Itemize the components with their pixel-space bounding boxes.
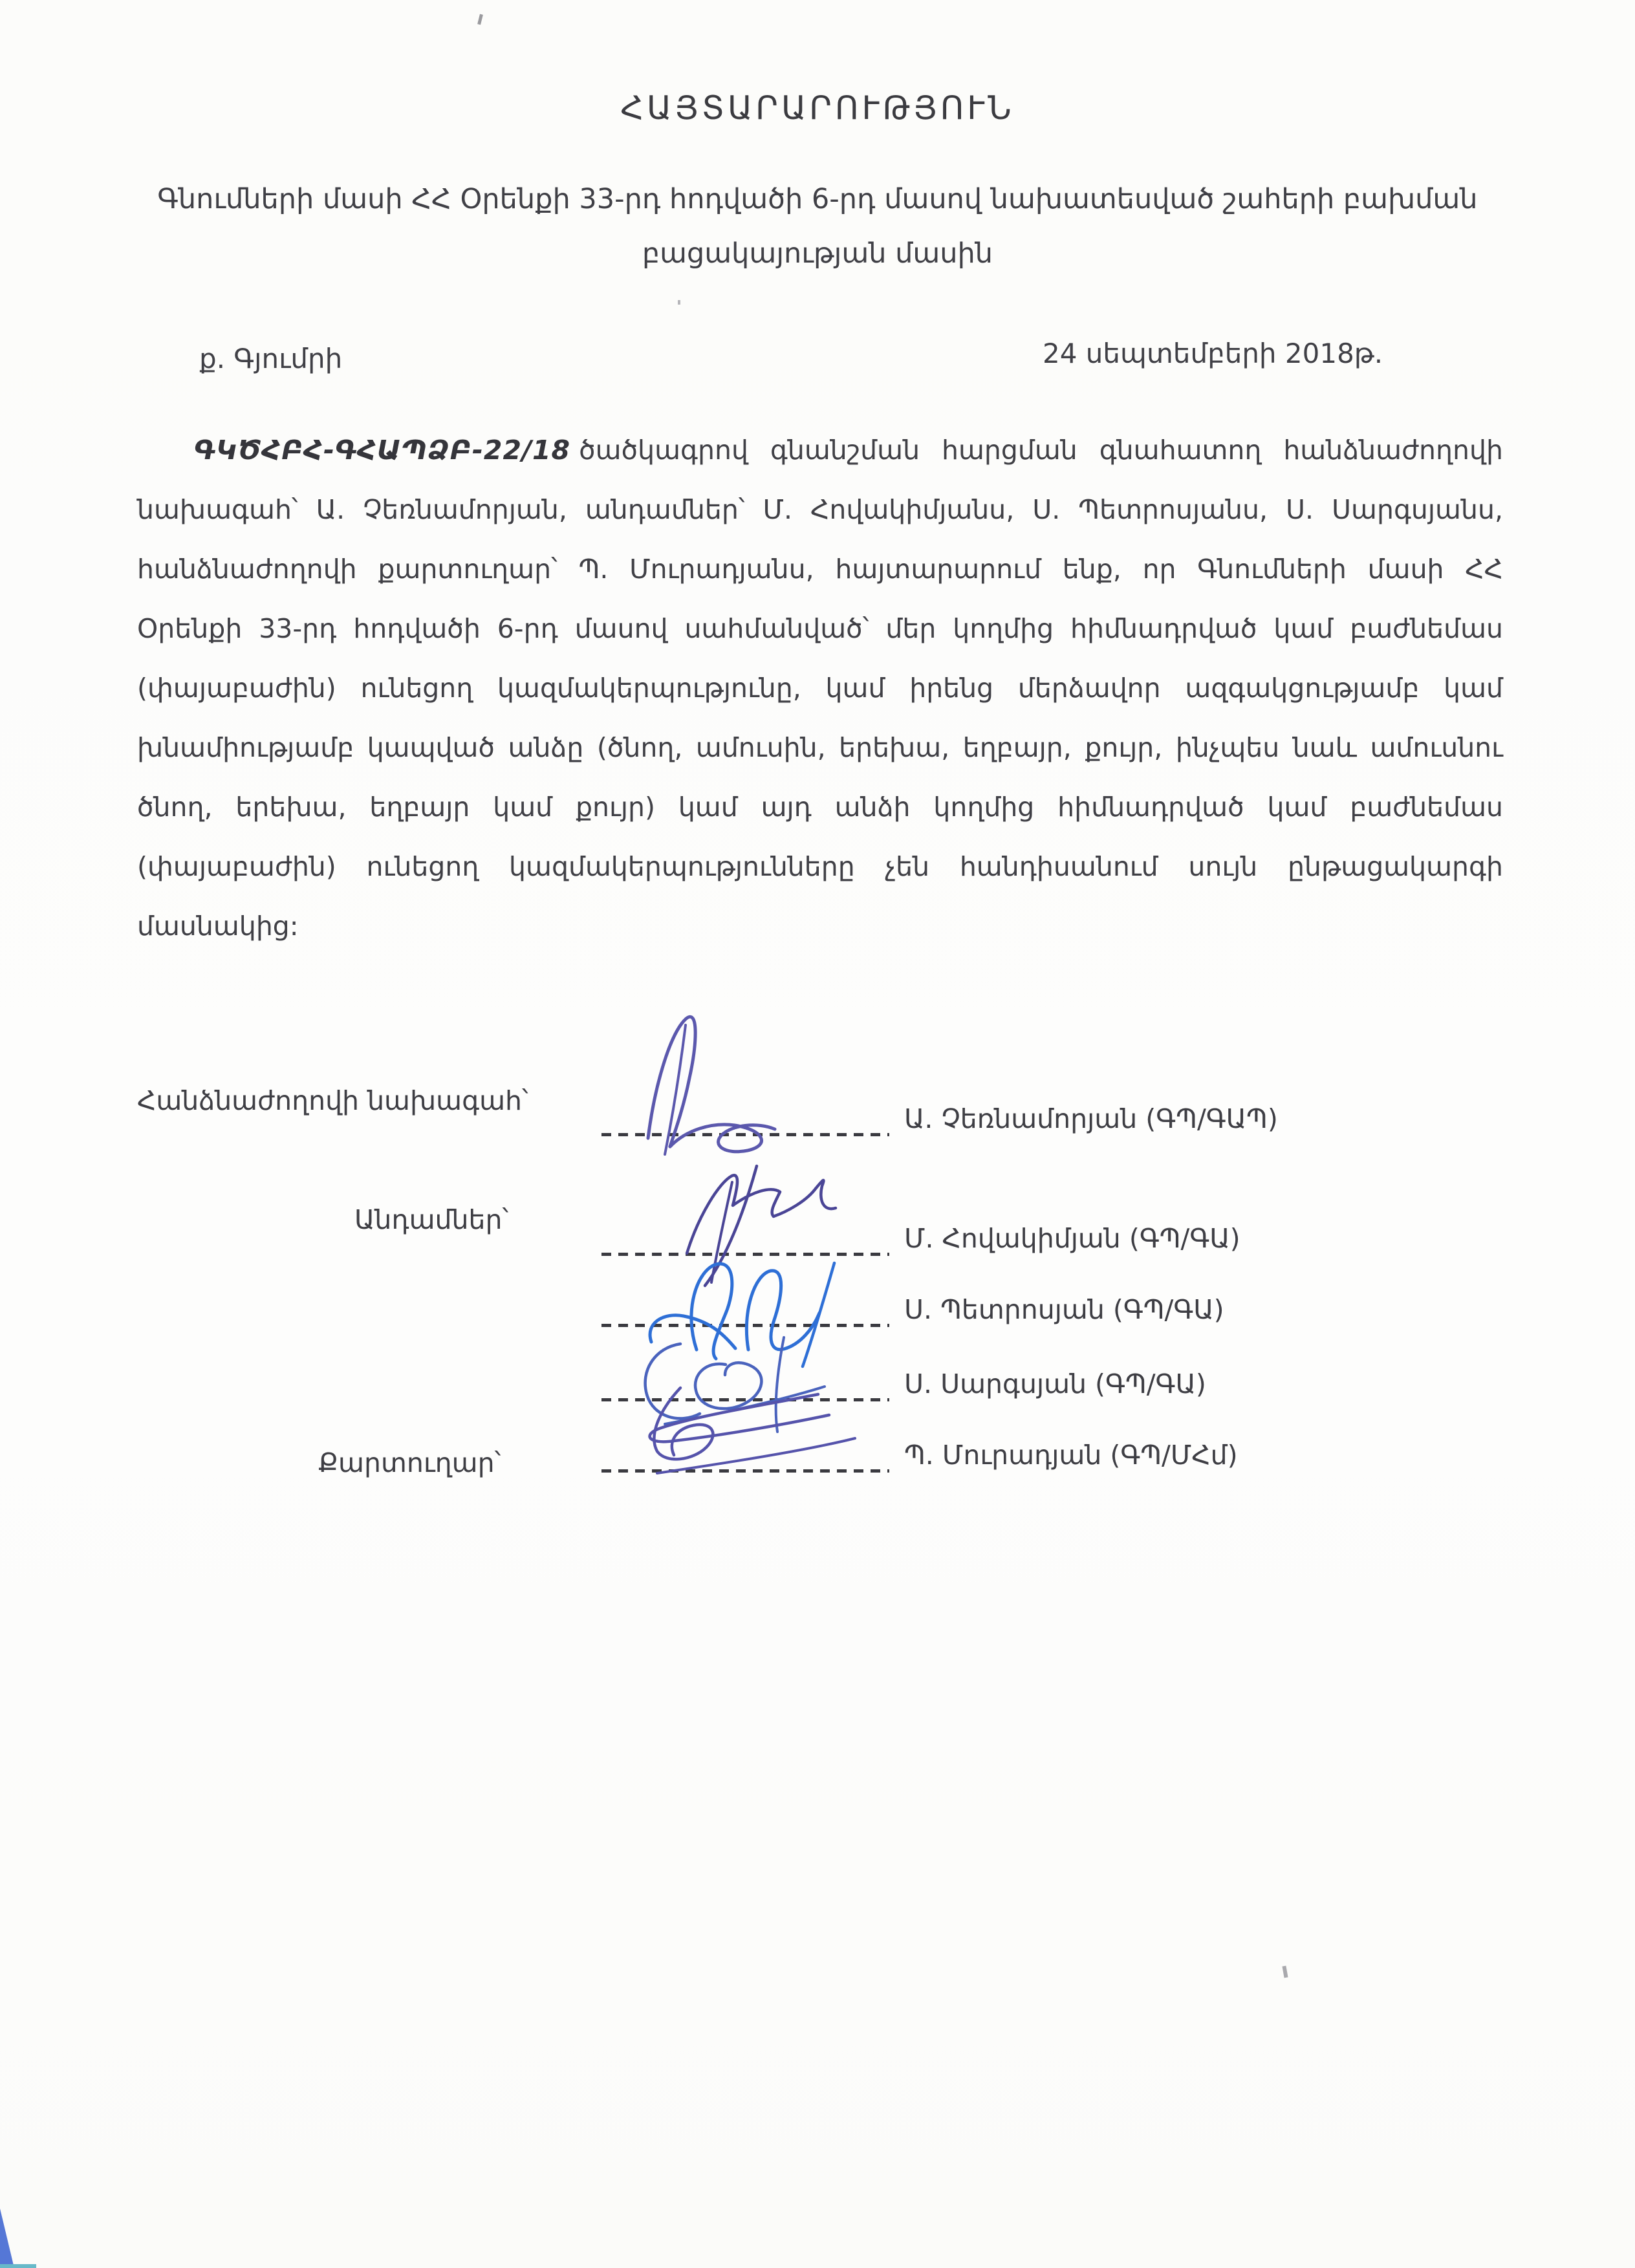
signer-name-secretary: Պ. Մուրադյան (ԳՊ/ՄՀմ)	[904, 1440, 1238, 1471]
signature-dash-line	[601, 1324, 889, 1327]
handwritten-signature-2	[660, 1156, 905, 1292]
signer-name-member-3: Ս. Սարգսյան (ԳՊ/ԳԱ)	[904, 1368, 1206, 1399]
procurement-code: ԳԿԾՀԲՀ-ԳՀԱՊՁԲ-22/18	[194, 435, 571, 466]
body-text: ծածկագրով գնանշման հարցման գնահատող հանձնաժողովի նախագահ՝ Ա. Չեռնամորյան, անդամներ՝ Մ. Հովակիմյանս, Ս. Պետրոսյանս, Ս. Սարգսյանս, հանձնաժողովի քարտուղար՝ Պ. Մուրադյանս, հայտարարում ենք, որ Գնումների մասի ՀՀ Օրենքի 33-րդ հոդվածի 6-րդ մասով սահմանված՝ մեր կողմից հիմնադրված կամ բաժնեմաս (փայաբաժին) ունեցող կազմակերպությունը, կամ իրենց մերձավոր ազգակցությամբ կամ խնամիությամբ կապված անձը (ծնող, ամուսին, երեխա, եղբայր, քույր, ինչպես նաև ամուսնու ծնող, երեխա, եղբայր կամ քույր) կամ այդ անձի կողմից հիմնադրված կամ բաժնեմաս (փայաբաժին) ունեցող կազմակերպությունները չեն հանդիսանում սույն ընթացակարգի մասնակից:	[137, 435, 1503, 942]
scan-edge-artifact	[0, 2264, 36, 2268]
label-members: Անդամներ՝	[354, 1204, 509, 1235]
scan-artifact-speck	[678, 300, 680, 305]
scan-artifact-speck	[477, 14, 483, 25]
handwritten-signature-3	[637, 1251, 902, 1374]
scan-artifact-speck	[1282, 1966, 1288, 1978]
scan-edge-artifact	[0, 2209, 14, 2268]
handwritten-signature-4	[627, 1326, 854, 1442]
handwritten-signature-1	[608, 1006, 828, 1161]
signer-name-member-1: Մ. Հովակիմյան (ԳՊ/ԳԱ)	[904, 1223, 1240, 1254]
label-secretary: Քարտուղար՝	[318, 1447, 501, 1478]
label-chairman: Հանձնաժողովի նախագահ՝	[137, 1085, 528, 1116]
document-date: 24 սեպտեմբերի 2018թ.	[1043, 338, 1383, 369]
signer-name-member-2: Ս. Պետրոսյան (ԳՊ/ԳԱ)	[904, 1294, 1224, 1325]
signature-dash-line	[601, 1469, 889, 1473]
document-title: ՀԱՅՏԱՐԱՐՈՒԹՅՈՒՆ	[620, 89, 1015, 127]
document-subtitle: Գնումների մասի ՀՀ Օրենքի 33-րդ հոդվածի 6-րդ մասով նախատեսված շահերի բախման բացակայության մասին	[157, 183, 1478, 270]
signature-dash-line	[601, 1133, 889, 1136]
signature-dash-line	[601, 1398, 889, 1401]
signature-dash-line	[601, 1253, 889, 1256]
place-city: ք. Գյումրի	[199, 343, 343, 374]
body-paragraph	[137, 420, 1503, 956]
signer-name-chairman: Ա. Չեռնամորյան (ԳՊ/ԳԱՊ)	[904, 1103, 1278, 1134]
